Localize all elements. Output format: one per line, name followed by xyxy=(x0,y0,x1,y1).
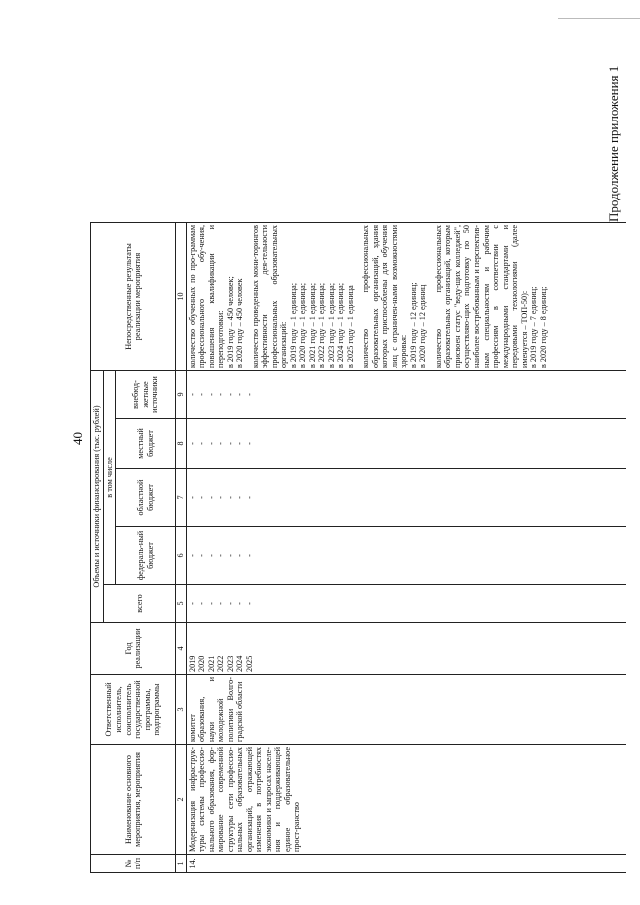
year-value: 2024 xyxy=(235,655,245,672)
year-value: 2022 xyxy=(216,655,226,672)
header-extra: внебюд-жетные источники xyxy=(116,371,176,419)
result-block: количество профессиональных образовательных организаций, которым присвоен статус "веду-щих колледжей", осуществляю-щих подготовку по 50 наиболее востребованным и перспектив-ным специальностям и рабочим профессиям в соответствии с международными стандартами и передовыми технологиями (далее именуется – ТОП-50): в 2019 году – 7 единиц; в 2020 году – 8 единиц; xyxy=(433,225,548,368)
col-number: 8 xyxy=(176,419,187,469)
col-number: 7 xyxy=(176,469,187,527)
header-incl: в том числе xyxy=(103,371,116,585)
years-cell xyxy=(186,623,626,675)
year-value: 2020 xyxy=(197,655,207,672)
header-local: местный бюджет xyxy=(116,419,176,469)
year-value: 2019 xyxy=(187,655,197,672)
executor-cell: комитет образования, науки и молодежной политики Волго-градской области xyxy=(186,675,626,745)
year-value: 2023 xyxy=(225,655,235,672)
col-number: 6 xyxy=(176,527,187,585)
header-year: Год реализации xyxy=(91,623,176,675)
table-row xyxy=(186,223,626,873)
header-no: № п/п xyxy=(91,855,176,873)
extra-cell: - - - - - - - xyxy=(186,371,626,419)
col-number: 3 xyxy=(176,675,187,745)
results-cell xyxy=(186,223,626,371)
col-number: 2 xyxy=(176,745,187,855)
col-number: 10 xyxy=(176,223,187,371)
continuation-title: Продолжение приложения 1 xyxy=(606,65,621,222)
total-cell: - - - - - - - xyxy=(186,585,626,623)
col-number: 9 xyxy=(176,371,187,419)
activity-name: Модернизация инфраструк-туры системы профессио-нального образования, фор-мирование современной структуры сети профессио-нальных образовательных организаций, отражающей изменения в потребностях экономики и запросах населе-ния и поддерживающей единое образовательное прост-ранство xyxy=(186,745,626,855)
page-number: 40 xyxy=(70,432,85,445)
row-number: 14. xyxy=(186,855,626,873)
federal-cell: - - - - - - - xyxy=(186,527,626,585)
year-value: 2025 xyxy=(244,655,254,672)
header-federal: федераль-ный бюджет xyxy=(116,527,176,585)
header-executor: Ответственный исполнитель, соисполнитель государственной программы, подпрограммы xyxy=(91,675,176,745)
col-number: 1 xyxy=(176,855,187,873)
header-name: Наименование основного мероприятия, мероприятия xyxy=(91,745,176,855)
header-regional: областной бюджет xyxy=(116,469,176,527)
result-block: количество профессиональных образовательных организаций, здания которых приспособлены для обучения лиц с ограничен-ными возможностями здоровья: в 2019 году – 12 единиц; в 2020 году – 12 единиц xyxy=(361,225,428,368)
local-cell: - - - - - - - xyxy=(186,419,626,469)
header-results: Непосредственные результаты реализации мероприятия xyxy=(91,223,176,371)
header-funding: Объемы и источники финансирования (тыс. рублей) xyxy=(91,371,104,623)
result-block: количество обученных по про-граммам профессионального обу-чения, повышения квалификации и переподготовки: в 2019 году – 450 человек; в 2020 году – 450 человек xyxy=(187,225,245,368)
year-value: 2021 xyxy=(206,655,216,672)
program-table xyxy=(90,222,626,873)
header-total: всего xyxy=(103,585,176,623)
result-block: количество проведенных мони-торингов эффективности дея-тельности профессиональных образовательных организаций: в 2019 году – 1 единица; в 2020 году – 1 единица; в 2021 году – 1 единица; в 2022 году – 1 единица; в 2023 году – 1 единица; в 2024 году – 1 единица; в 2025 году – 1 единица xyxy=(250,225,355,368)
col-number: 5 xyxy=(176,585,187,623)
regional-cell: - - - - - - - xyxy=(186,469,626,527)
col-number: 4 xyxy=(176,623,187,675)
